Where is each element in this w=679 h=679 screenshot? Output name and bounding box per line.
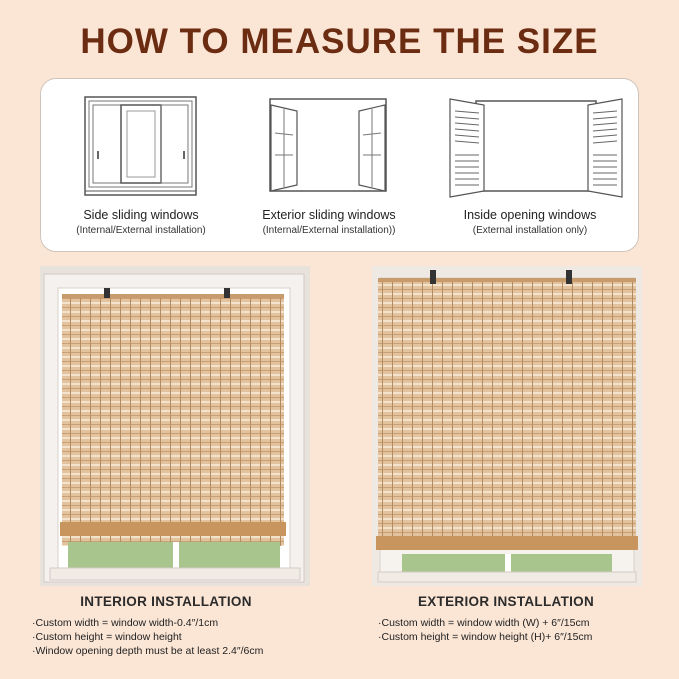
interior-installation-illustration bbox=[40, 266, 310, 586]
page-title: HOW TO MEASURE THE SIZE bbox=[80, 22, 599, 61]
exterior-installation-title: EXTERIOR INSTALLATION bbox=[417, 594, 595, 609]
window-sub-inside-opening: (External installation only) bbox=[472, 225, 588, 236]
window-types-panel bbox=[40, 78, 639, 252]
window-label-side-sliding: Side sliding windows bbox=[83, 208, 199, 222]
window-label-inside-opening: Inside opening windows bbox=[463, 208, 597, 222]
exterior-item-width: · Custom width = window width (W) + 6″/15cm bbox=[378, 616, 592, 630]
inside-opening-window-icon bbox=[446, 95, 626, 199]
exterior-item-height: · Custom height = window height (H)+ 6″/15cm bbox=[378, 630, 592, 644]
side-sliding-window-icon bbox=[83, 95, 198, 197]
interior-installation-list bbox=[32, 616, 263, 658]
window-label-exterior-sliding: Exterior sliding windows bbox=[262, 208, 396, 222]
interior-item-depth: · Window opening depth must be at least 2.4″/6cm bbox=[32, 644, 263, 658]
exterior-installation-illustration bbox=[372, 266, 642, 586]
window-sub-side-sliding: (Internal/External installation) bbox=[76, 225, 206, 236]
interior-installation-title: INTERIOR INSTALLATION bbox=[80, 594, 252, 609]
window-sub-exterior-sliding: (Internal/External installation)) bbox=[262, 225, 396, 236]
exterior-sliding-window-icon bbox=[267, 95, 389, 197]
exterior-installation-list bbox=[378, 616, 592, 644]
interior-item-height: · Custom height = window height bbox=[32, 630, 263, 644]
interior-item-width: · Custom width = window width-0.4″/1cm bbox=[32, 616, 263, 630]
